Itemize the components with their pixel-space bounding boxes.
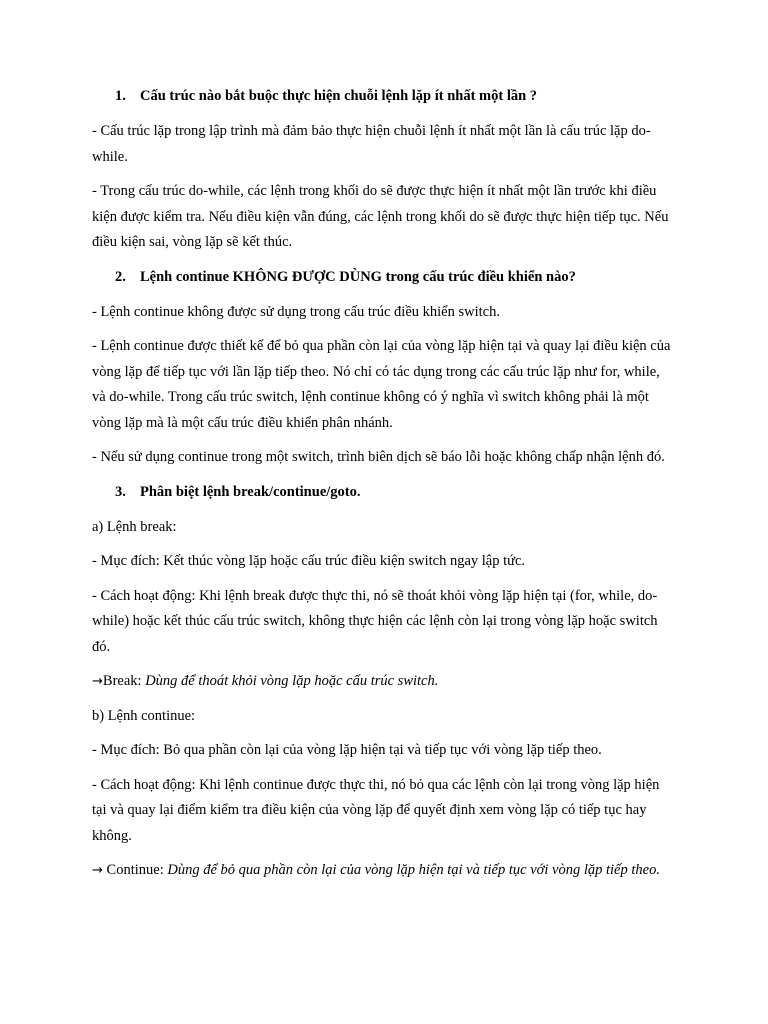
section-1-paragraph-2: - Trong cấu trúc do-while, các lệnh trong khối do sẽ được thực hiện ít nhất một lần trước khi điều kiện được kiểm tra. Nếu điều kiện vẫn đúng, các lệnh trong khối do sẽ được thực hiện tiếp tục. Nếu điều kiện sai, vòng lặp sẽ kết thúc. — [92, 183, 669, 250]
section-2-paragraph-2: - Lệnh continue được thiết kế để bỏ qua phần còn lại của vòng lặp hiện tại và quay lại điều kiện của vòng lặp để tiếp tục với lần lặp tiếp theo. Nó chỉ có tác dụng trong các cấu trúc lặp như for, while, và do-while. Trong cấu trúc switch, lệnh continue không có ý nghĩa vì switch không phải là một vòng lặp mà là một cấu trúc điều khiển phân nhánh. — [92, 338, 671, 431]
section-2-paragraph-3: - Nếu sử dụng continue trong một switch, trình biên dịch sẽ báo lỗi hoặc không chấp nhận lệnh đó. — [92, 449, 665, 465]
section-3-number: 3. — [115, 483, 126, 500]
right-arrow-icon: → — [92, 674, 103, 689]
section-1-title: Cấu trúc nào bắt buộc thực hiện chuỗi lệnh lặp ít nhất một lần ? — [140, 88, 538, 104]
break-how-it-works: - Cách hoạt động: Khi lệnh break được thực thi, nó sẽ thoát khỏi vòng lặp hiện tại (for, while, do-while) hoặc kết thúc cấu trúc switch, không thực hiện các lệnh còn lại trong vòng lặp hoặc switch đó. — [92, 587, 658, 655]
break-summary-text: Dùng để thoát khỏi vòng lặp hoặc cấu trúc switch. — [145, 673, 439, 689]
break-summary-label: Break: — [102, 673, 146, 689]
section-1-heading — [92, 84, 676, 109]
continue-summary — [92, 858, 676, 884]
document-page — [92, 84, 676, 893]
break-purpose: - Mục đích: Kết thúc vòng lặp hoặc cấu trúc điều kiện switch ngay lập tức. — [92, 553, 526, 569]
continue-how-it-works: - Cách hoạt động: Khi lệnh continue được thực thi, nó bỏ qua các lệnh còn lại trong vòng lặp hiện tại và quay lại điểm kiểm tra điều kiện của vòng lặp để quyết định xem vòng lặp có tiếp tục hay không. — [92, 776, 660, 844]
break-summary — [92, 669, 676, 695]
section-2-heading — [92, 265, 676, 290]
section-1-paragraph-1: - Cấu trúc lặp trong lập trình mà đảm bảo thực hiện chuỗi lệnh ít nhất một lần là cấu trúc lặp do-while. — [92, 123, 651, 165]
continue-purpose: - Mục đích: Bỏ qua phần còn lại của vòng lặp hiện tại và tiếp tục với vòng lặp tiếp theo. — [92, 742, 602, 758]
section-2-title: Lệnh continue KHÔNG ĐƯỢC DÙNG trong cấu trúc điều khiển nào? — [140, 268, 576, 285]
break-subheading: a) Lệnh break: — [92, 518, 177, 535]
section-3-title: Phân biệt lệnh break/continue/goto. — [140, 483, 361, 500]
continue-summary-label: Continue: — [102, 862, 168, 878]
section-2-number: 2. — [115, 268, 126, 285]
right-arrow-icon: → — [92, 863, 103, 878]
continue-subheading: b) Lệnh continue: — [92, 707, 196, 724]
section-3-heading — [92, 480, 676, 505]
continue-summary-text: Dùng để bỏ qua phần còn lại của vòng lặp hiện tại và tiếp tục với vòng lặp tiếp theo. — [167, 862, 660, 878]
section-2-paragraph-1: - Lệnh continue không được sử dụng trong cấu trúc điều khiển switch. — [92, 303, 500, 320]
section-1-number: 1. — [115, 88, 126, 104]
